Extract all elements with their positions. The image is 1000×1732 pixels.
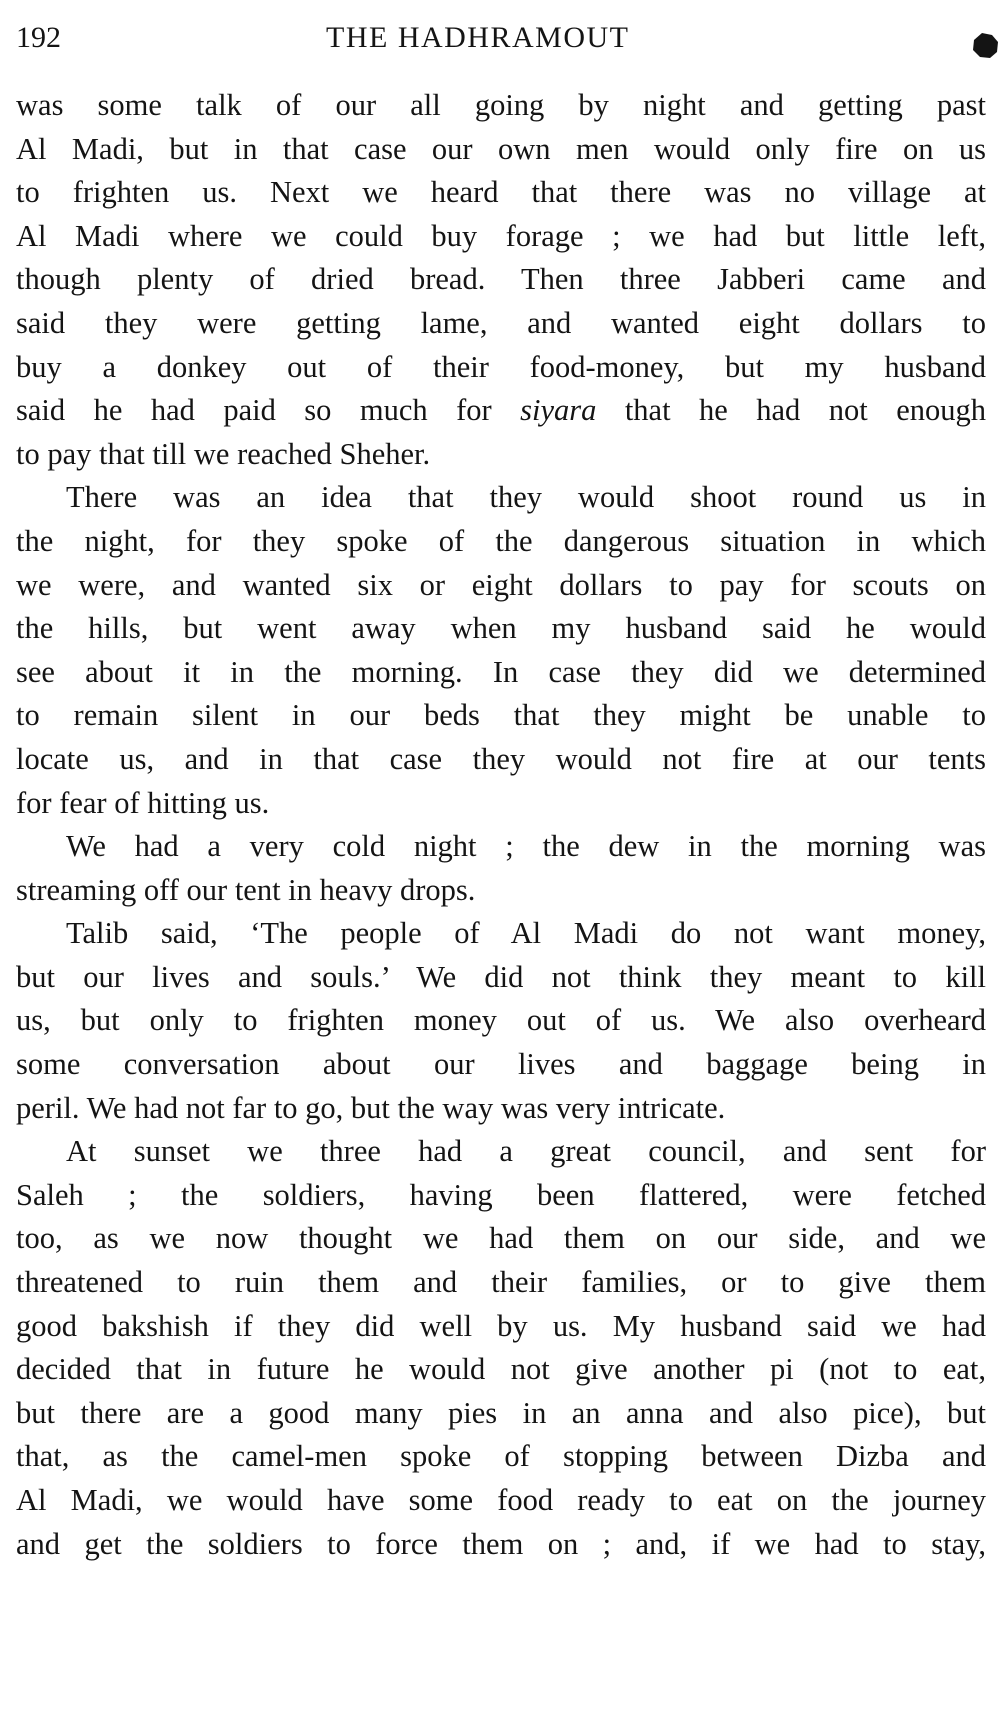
paragraph-5	[16, 1130, 986, 1566]
text-segment: that he had not enough	[596, 393, 986, 428]
page-header	[16, 14, 994, 58]
ink-blot-mark	[970, 30, 1000, 60]
text-line: we were, and wanted six or eight dollars to pay for scouts on	[16, 567, 986, 602]
text-line: said they were getting lame, and wanted eight dollars to	[16, 305, 986, 340]
text-line: some conversation about our lives and baggage being in	[16, 1047, 986, 1082]
text-line: Al Madi where we could buy forage ; we had but little left,	[16, 218, 986, 253]
text-line: There was an idea that they would shoot round us in	[66, 480, 986, 515]
running-title: THE HADHRAMOUT	[326, 21, 630, 54]
text-line: to pay that till we reached Sheher.	[16, 436, 431, 471]
text-line: see about it in the morning. In case they did we determined	[16, 654, 986, 689]
text-line: good bakshish if they did well by us. My husband said we had	[16, 1308, 986, 1343]
text-line: Al Madi, but in that case our own men would only fire on us	[16, 131, 986, 166]
text-line: the hills, but went away when my husband said he would	[16, 611, 986, 646]
text-line: Al Madi, we would have some food ready to eat on the journey	[16, 1483, 986, 1517]
text-line: We had a very cold night ; the dew in the morning was	[66, 829, 986, 864]
text-line: locate us, and in that case they would not fire at our tents	[16, 741, 986, 776]
italic-word: siyara	[520, 393, 597, 428]
text-line: that, as the camel-men spoke of stopping between Dizba and	[16, 1439, 986, 1474]
paragraph-2	[16, 476, 986, 825]
text-line: to remain silent in our beds that they might be unable to	[16, 698, 986, 733]
page-body	[16, 84, 986, 1566]
paragraph-3	[16, 825, 986, 912]
text-line: too, as we now thought we had them on our side, and we	[16, 1221, 986, 1256]
text-line: streaming off our tent in heavy drops.	[16, 872, 476, 907]
text-line: though plenty of dried bread. Then three Jabberi came and	[16, 262, 986, 297]
text-line: but there are a good many pies in an anna and also pice), but	[16, 1395, 986, 1430]
paragraph-4	[16, 912, 986, 1130]
text-line: Saleh ; the soldiers, having been flattered, were fetched	[16, 1177, 986, 1212]
text-line: but our lives and souls.’ We did not think they meant to kill	[16, 959, 986, 994]
text-line: At sunset we three had a great council, and sent for	[66, 1134, 986, 1169]
text-line: buy a donkey out of their food-money, but my husband	[16, 349, 986, 384]
page-number: 192	[16, 21, 61, 54]
text-line: for fear of hitting us.	[16, 785, 270, 820]
text-line: and get the soldiers to force them on ; and, if we had to stay,	[16, 1526, 986, 1561]
text-line: the night, for they spoke of the dangerous situation in which	[16, 523, 986, 558]
text-line-with-italic	[16, 389, 986, 433]
text-segment: said he had paid so much for	[16, 393, 521, 428]
text-line: was some talk of our all going by night and getting past	[16, 88, 986, 122]
text-line: us, but only to frighten money out of us. We also overheard	[16, 1003, 986, 1038]
text-line: peril. We had not far to go, but the way was very intricate.	[16, 1090, 726, 1125]
text-line: to frighten us. Next we heard that there was no village at	[16, 175, 986, 210]
paragraph-1	[16, 84, 986, 476]
text-line: decided that in future he would not give another pi (not to eat,	[16, 1352, 986, 1387]
text-line: threatened to ruin them and their families, or to give them	[16, 1265, 986, 1300]
text-line: Talib said, ‘The people of Al Madi do not want money,	[66, 916, 986, 951]
